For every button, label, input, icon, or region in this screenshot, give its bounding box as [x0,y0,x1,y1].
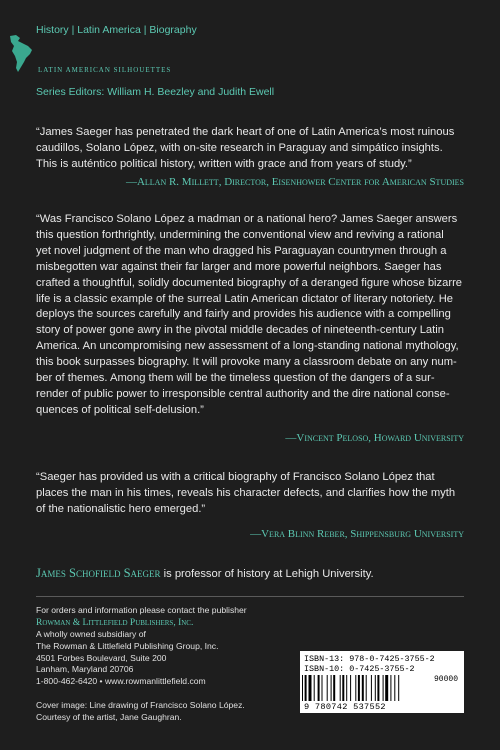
quote-line: crafted a thoughtful, solidly documented biography of a deranged figure whose bizarre [36,276,463,289]
quote-line: places the man in his times, reveals his character defects, and clarifies how the myth [36,486,456,499]
cover-credit [36,700,245,723]
quote-attribution: —Vincent Peloso, Howard University [285,432,464,444]
cover-credit-line: Cover image: Line drawing of Francisco Solano López. [36,700,245,710]
quote-line: “Saeger has provided us with a critical biography of Francisco Solano López that [36,471,435,483]
publisher-line: For orders and information please contact the publisher [36,605,247,615]
latin-america-map-icon [6,34,36,74]
barcode-bars [302,675,420,701]
publisher-line: 4501 Forbes Boulevard, Suite 200 [36,652,167,663]
quote-line: This is auténtico political history, written with grace and from years of study.” [36,157,412,170]
quote-line: misbegotten war against their far larger and more powerful neighbors. Saeger has [36,260,442,273]
quote-line: this book surpasses biography. It will provoke many a classroom debate on any num- [36,356,457,369]
isbn-13: ISBN-13: 978-0-7425-3755-2 [304,654,435,664]
quote-line: ber of themes. Among them will be the timeless question of the dangers of a sur- [36,372,435,385]
author-bio [36,566,374,581]
cover-credit-line: Courtesy of the artist, Jane Gaughran. [36,711,182,722]
quote-line: quences of political self-delusion.” [36,403,204,416]
publisher-line: The Rowman & Littlefield Publishing Group, Inc. [36,641,219,651]
publisher-name: Rowman & Littlefield Publishers, Inc. [36,617,194,628]
quote-attribution: —Allan R. Millett, Director, Eisenhower Center for American Studies [125,176,464,188]
ean-digits: 9 780742 537552 [304,702,386,712]
publisher-line: Lanham, Maryland 20706 [36,664,134,675]
quote-line: yet novel judgment of the man who dragged his Paraguayan countrymen through a [36,244,447,257]
publisher-info [36,605,247,687]
divider [36,596,464,597]
author-name: James Schofield Saeger [36,566,161,580]
quote-line: of the nationalistic hero emerged.” [36,502,206,515]
quote-line: deploys the sources carefully and fairly and provides his audience with a compelling [36,308,451,321]
series-subjects: History | Latin America | Biography [36,24,197,36]
quote-line: render of public power to irresponsible central authority and the dire national conse- [36,387,450,400]
series-logo: LATIN AMERICAN SILHOUETTES [38,66,172,74]
publisher-line: A wholly owned subsidiary of [36,629,146,640]
quote-line: “James Saeger has penetrated the dark heart of one of Latin America’s most ruinous [36,126,455,138]
quote-line: America. An uncompromising new assessment of a long-standing national mythology, [36,340,459,353]
quote-line: caudillos, Solano López, with on-site research in Paraguay and simpático insights. [36,141,443,154]
price-code: 90000 [433,675,458,684]
endorsement-quote [36,212,464,419]
author-bio-text: is professor of history at Lehigh University. [160,568,374,580]
quote-line: story of power gone awry in the pivotal middle decades of nineteenth-century Latin [36,324,444,337]
quote-line: life is a classic example of the surreal Latin American dictator of literary notoriety. He [36,292,454,305]
series-editors: Series Editors: William H. Beezley and Judith Ewell [36,86,275,98]
isbn-barcode [300,651,464,713]
endorsement-quote [36,470,464,518]
quote-line: this question forthrightly, undermining the conventional view and reviving a rational [36,228,444,241]
quote-line: “Was Francisco Solano López a madman or a national hero? James Saeger answers [36,213,458,225]
quote-attribution: —Vera Blinn Reber, Shippensburg University [250,528,464,540]
isbn-10: ISBN-10: 0-7425-3755-2 [304,664,415,674]
endorsement-quote [36,125,464,173]
publisher-line: 1-800-462-6420 • www.rowmanlittlefield.com [36,675,206,686]
